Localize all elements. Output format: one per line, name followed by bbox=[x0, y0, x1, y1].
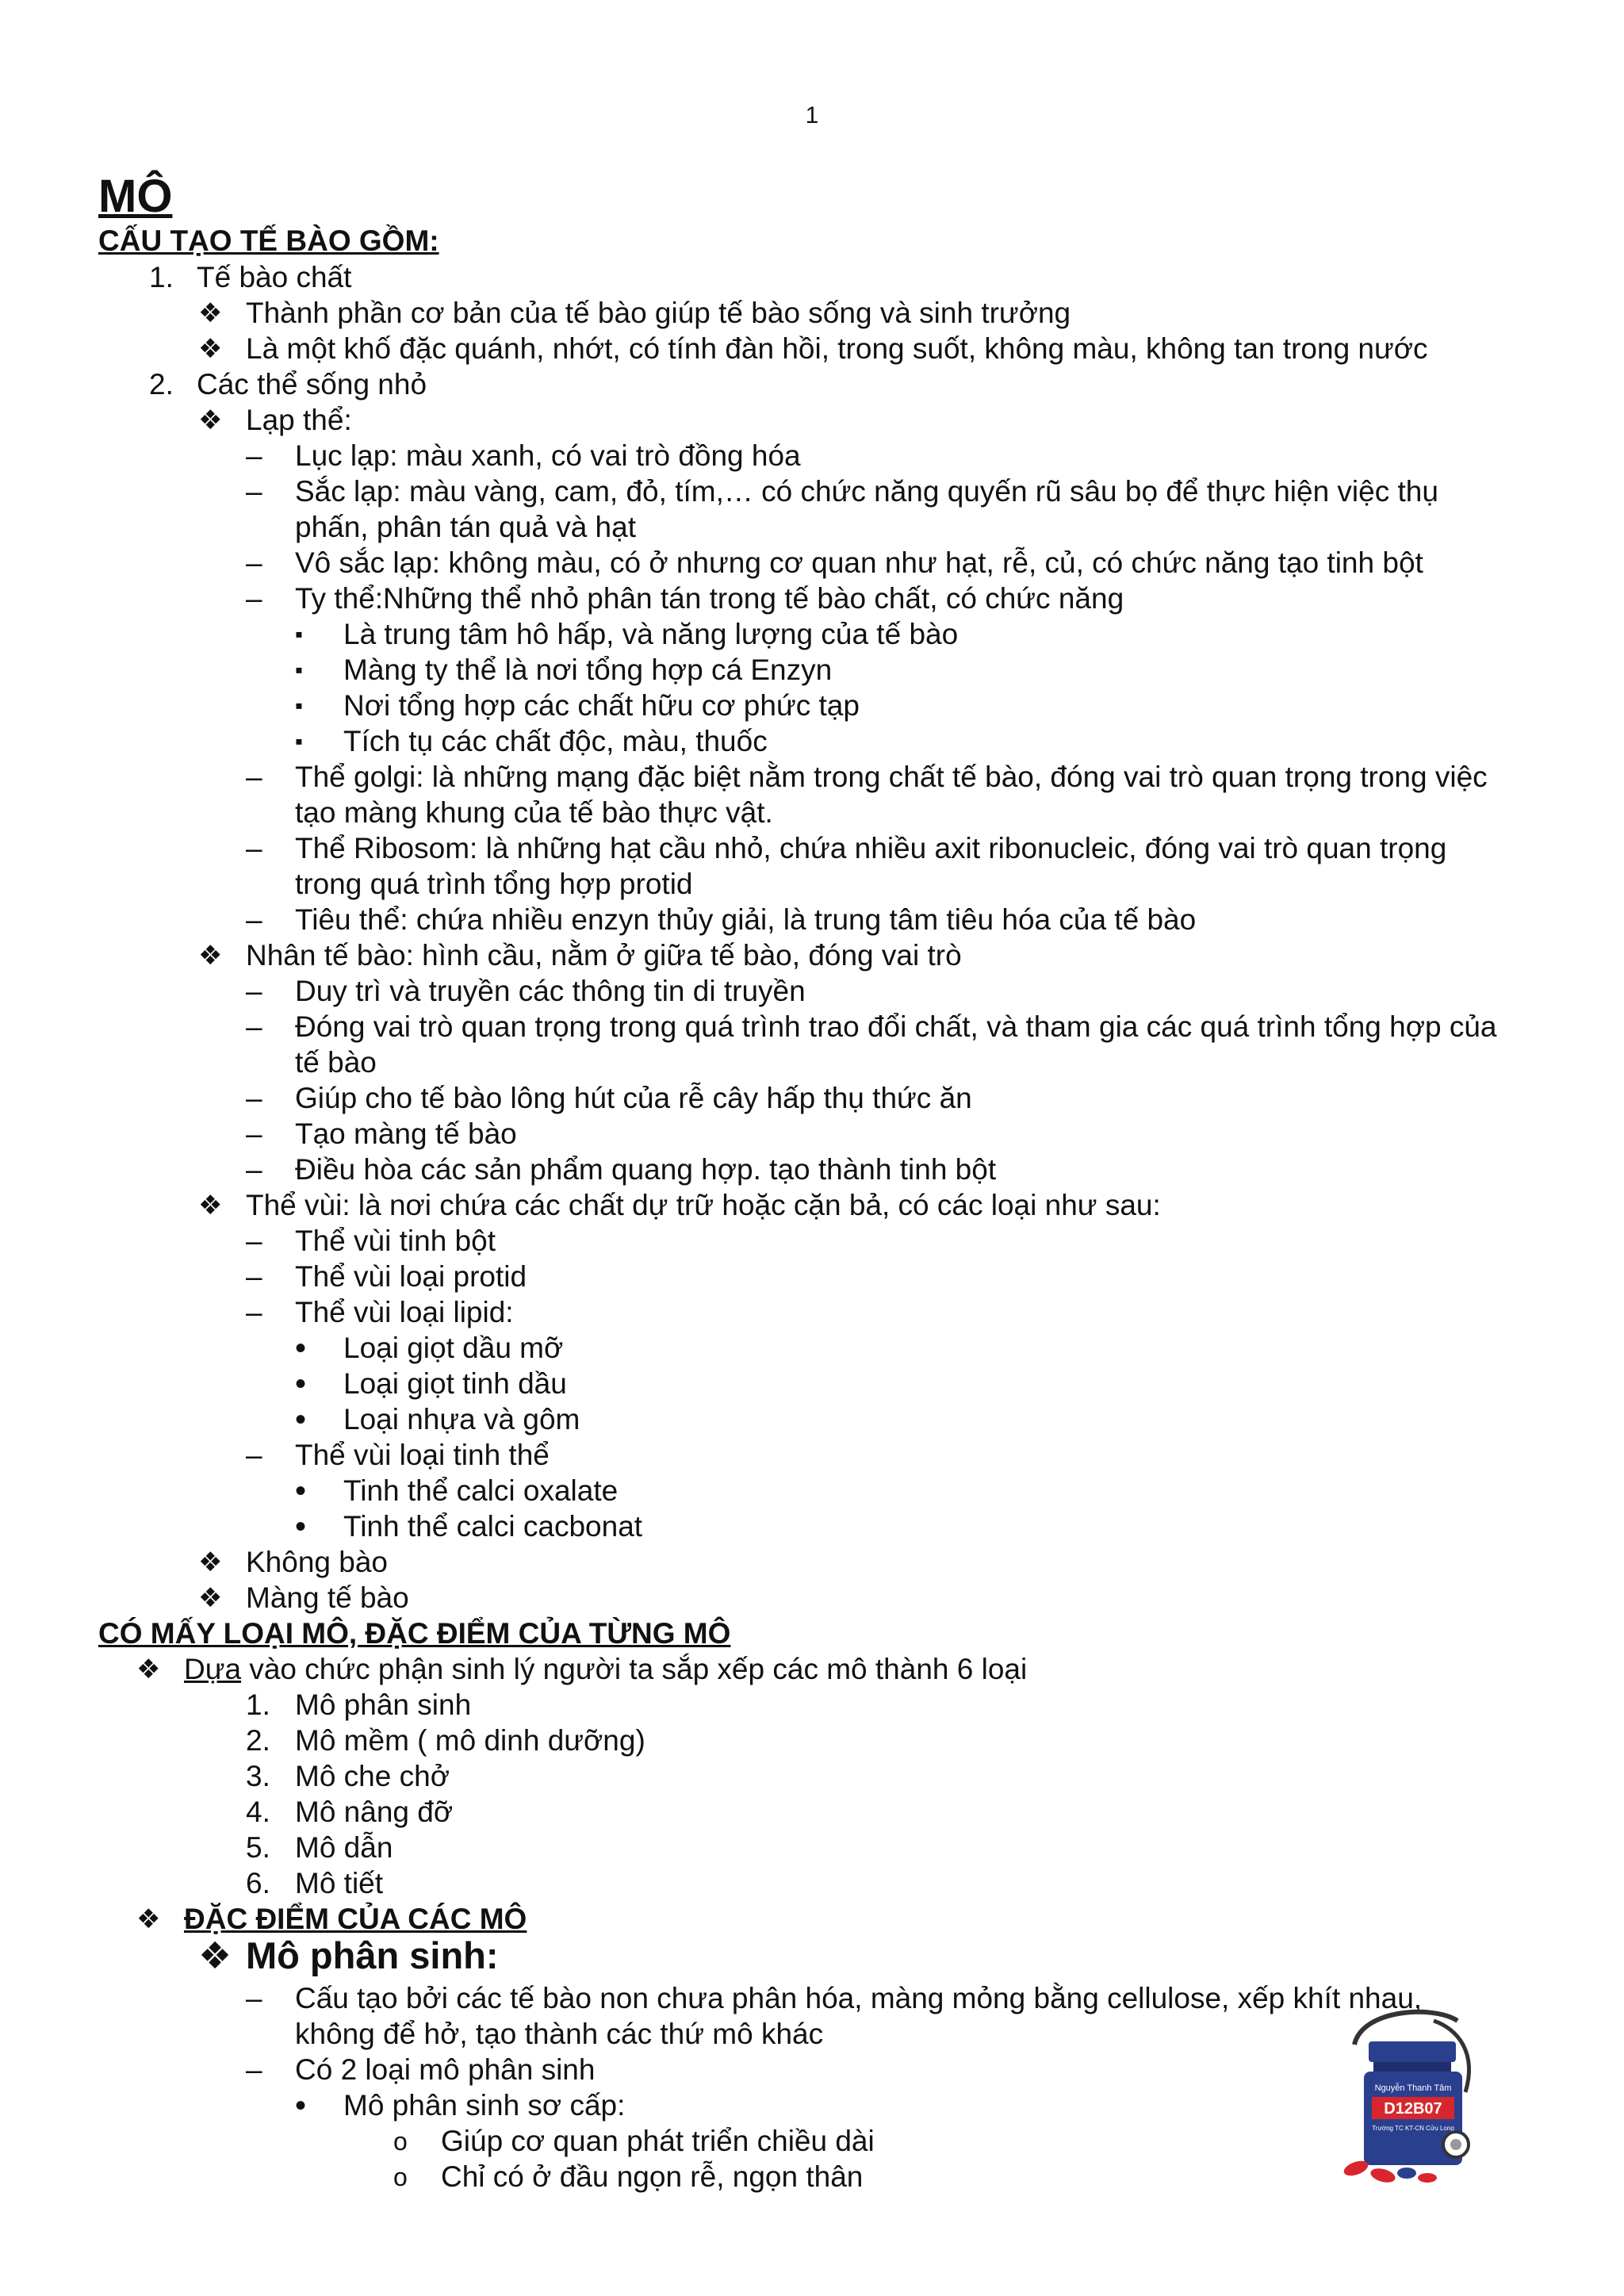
diamond-bullet-icon: ❖ bbox=[136, 1904, 161, 1934]
square-bullet-icon: ▪ bbox=[295, 729, 303, 753]
diamond-bullet-icon: ❖ bbox=[198, 1547, 223, 1577]
underlined-word: Dựa bbox=[184, 1653, 242, 1685]
section-heading-cell-structure: CẤU TẠO TẾ BÀO GỒM: bbox=[98, 224, 439, 257]
page-number: 1 bbox=[805, 102, 819, 128]
list-number: 2. bbox=[246, 1724, 270, 1757]
diamond-bullet-icon: ❖ bbox=[198, 334, 223, 364]
list-number: 4. bbox=[246, 1796, 270, 1828]
svg-text:Trường TC KT-CN Cửu Long: Trường TC KT-CN Cửu Long bbox=[1372, 2125, 1454, 2132]
dash-bullet-icon: – bbox=[246, 1225, 262, 1257]
diamond-bullet-icon: ❖ bbox=[198, 1190, 223, 1221]
bullet-icon: • bbox=[295, 1509, 307, 1544]
logo bbox=[1339, 2005, 1489, 2191]
bullet-icon: • bbox=[295, 1366, 307, 1401]
dash-bullet-icon: – bbox=[246, 475, 262, 508]
big-heading: Mô phân sinh: bbox=[246, 1934, 499, 1976]
bullet-icon: • bbox=[295, 1402, 307, 1437]
document-title: MÔ bbox=[98, 171, 173, 222]
svg-text:Nguyễn Thanh Tâm: Nguyễn Thanh Tâm bbox=[1374, 2083, 1452, 2093]
dash-bullet-icon: – bbox=[246, 1296, 262, 1328]
diamond-bullet-icon: ❖ bbox=[198, 405, 223, 435]
dash-bullet-icon: – bbox=[246, 832, 262, 864]
svg-text:D12B07: D12B07 bbox=[1384, 2100, 1442, 2118]
diamond-bullet-icon: ❖ bbox=[136, 1654, 161, 1685]
dash-bullet-icon: – bbox=[246, 1117, 262, 1150]
dash-bullet-icon: – bbox=[246, 1010, 262, 1043]
diamond-bullet-icon: ❖ bbox=[198, 298, 223, 328]
bullet-icon: • bbox=[295, 1331, 307, 1366]
square-bullet-icon: ▪ bbox=[295, 693, 303, 718]
bullet-icon: • bbox=[295, 1474, 307, 1508]
square-bullet-icon: ▪ bbox=[295, 657, 303, 682]
sub-heading: ĐẶC ĐIỂM CỦA CÁC MÔ bbox=[184, 1903, 527, 1935]
circle-bullet-icon: o bbox=[393, 2127, 408, 2156]
dash-bullet-icon: – bbox=[246, 1439, 262, 1471]
diamond-bullet-icon: ❖ bbox=[198, 1934, 232, 1976]
dash-bullet-icon: – bbox=[246, 2053, 262, 2086]
diamond-bullet-icon: ❖ bbox=[198, 1583, 223, 1613]
dash-bullet-icon: – bbox=[246, 546, 262, 579]
list-number: 1. bbox=[149, 261, 174, 293]
dash-bullet-icon: – bbox=[246, 975, 262, 1007]
dash-bullet-icon: – bbox=[246, 439, 262, 472]
list-number: 6. bbox=[246, 1867, 270, 1899]
list-number: 1. bbox=[246, 1688, 270, 1721]
circle-bullet-icon: o bbox=[393, 2163, 408, 2191]
dash-bullet-icon: – bbox=[246, 903, 262, 936]
dash-bullet-icon: – bbox=[246, 1082, 262, 1114]
list-number: 2. bbox=[149, 368, 174, 401]
dash-bullet-icon: – bbox=[246, 1260, 262, 1293]
list-number: 3. bbox=[246, 1760, 270, 1792]
square-bullet-icon: ▪ bbox=[295, 622, 303, 646]
logo-graphic bbox=[1339, 2005, 1489, 2187]
bullet-icon: • bbox=[295, 2088, 307, 2123]
dash-bullet-icon: – bbox=[246, 582, 262, 615]
list-number: 5. bbox=[246, 1831, 270, 1864]
diamond-bullet-icon: ❖ bbox=[198, 941, 223, 971]
dash-bullet-icon: – bbox=[246, 1982, 262, 2014]
dash-bullet-icon: – bbox=[246, 761, 262, 793]
dash-bullet-icon: – bbox=[246, 1153, 262, 1186]
section-heading-tissue-types: CÓ MẤY LOẠI MÔ, ĐẶC ĐIỂM CỦA TỪNG MÔ bbox=[98, 1617, 731, 1650]
